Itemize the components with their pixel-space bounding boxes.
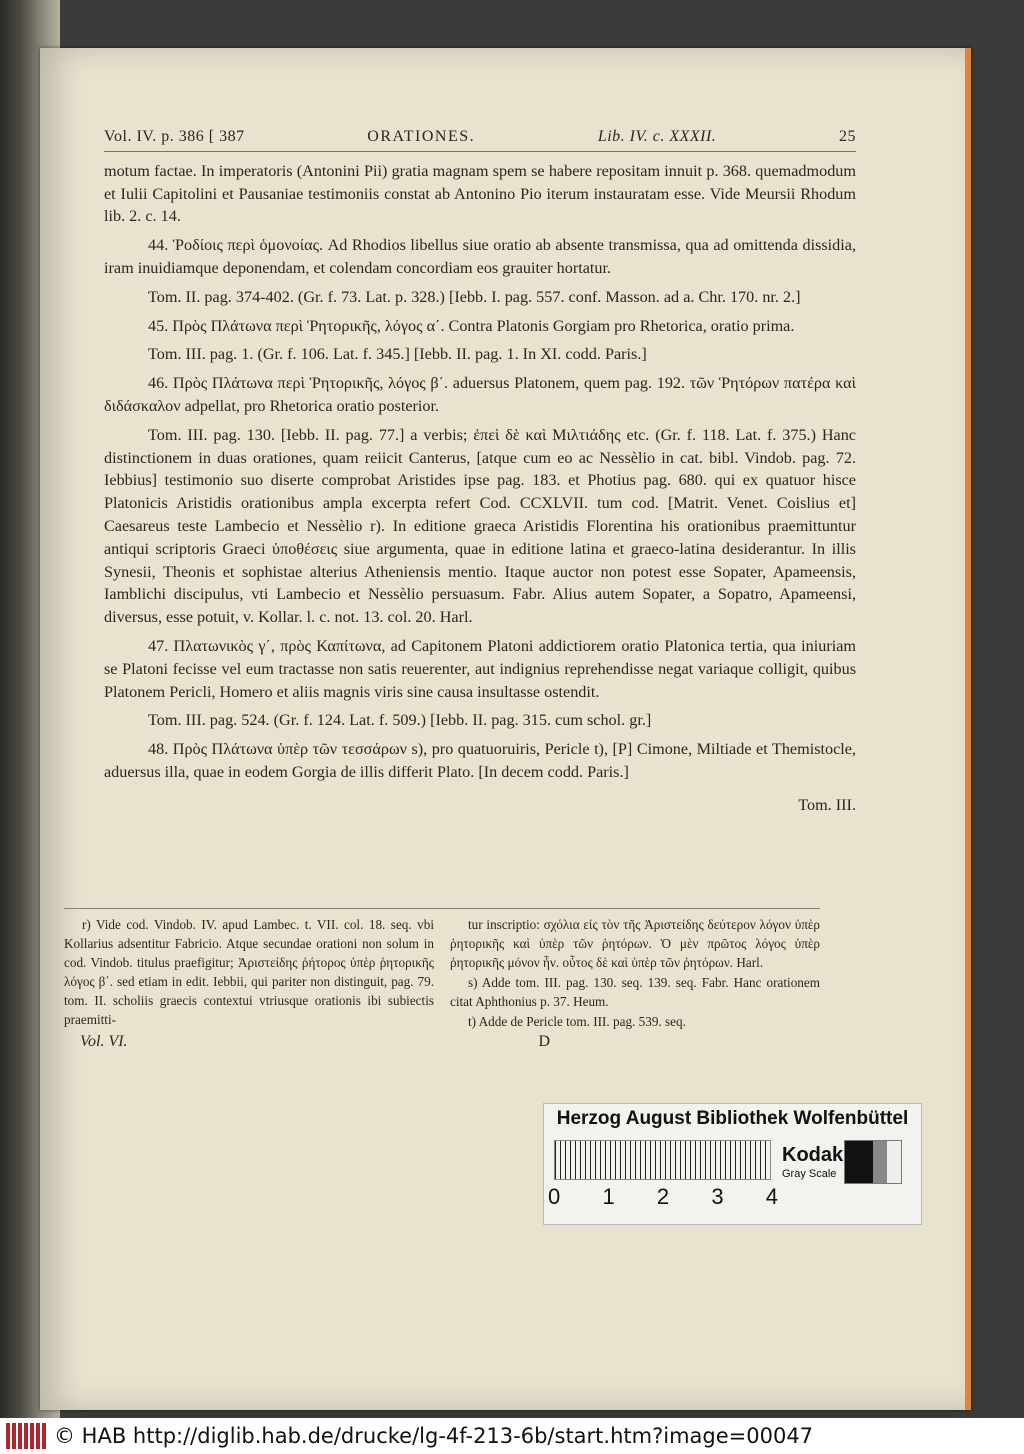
paragraph: 47. Πλατωνικὸς γ΄, πρὸς Καπίτωνα, ad Capitonem Platoni addictiorem oratio Platonica tertia, qua iniuriam se Platoni fecisse vel eum tractasse non satis reuerenter, aut indignius reprehendisse negat variaque colligit, quibus Platonem Pericli, Homero et aliis magnis viris sine causa insultasse ostendit.: [104, 636, 856, 701]
header-volume-ref: Vol. IV. p. 386 [ 387: [104, 128, 245, 145]
paragraph: 44. Ῥοδίοις περὶ ὁμονοίας. Ad Rhodios libellus siue oratio ab absente transmissa, qua ad omittenda dissidia, iram inuidiamque deponendam, et colendam concordiam eos grauiter hortatur.: [104, 236, 856, 277]
paragraph: 46. Πρὸς Πλάτωνα περὶ Ῥητορικῆς, λόγος β΄. aduersus Platonem, quem pag. 192. τῶν Ῥητόρων πατέρα καὶ διδάσκαλον adpellat, pro Rhetorica oratio posterior.: [104, 374, 856, 415]
footnotes: [64, 908, 820, 1032]
footnotes-right-column: [450, 915, 820, 1032]
paragraph: Tom. III. pag. 130. [Iebb. II. pag. 77.] a verbis; ἐπεὶ δὲ καὶ Μιλτιάδης etc. (Gr. f. 118. Lat. f. 375.) Hanc distinctionem in duas orationes, quam reiicit Canterus, [atque cum eo ac Nessèlio in cat. bibl. Vindob. pag. 72. Iebbius] testimonio suo diserte comprobat Aristides ipse pag. 183. et Photius pag. 680. qui ex quatuor hisce Platonicis Aristidis orationibus ampla excerpta refert Cod. CCXLVII. tum cod. [Matrit. Venet. Coislius et] Caesareus teste Lambecio et Nessèlio r). In editione graeca Aristidis Florentina his orationibus praemittuntur antiqui scriptoris Graeci ὑποθέσεις siue argumenta, quae in editione latina et graeco-latina desiderantur. In illis Synesii, Theonis et sophistae alterius Atheniensis mentio. Itaque auctor non potest esse Sopater, Apameensis, Iamblichi discipulus, vti Lambecio et Nessèlio persuasum. Fabr. Alius autem Sopater, a Sopatro, Apameensi, diversus, esse potuit, v. Kollar. l. c. not. 13. col. 20. Harl.: [104, 425, 856, 627]
page-foot: [80, 1033, 780, 1051]
paragraph: 45. Πρὸς Πλάτωνα περὶ Ῥητορικῆς, λόγος α΄. Contra Platonis Gorgiam pro Rhetorica, oratio prima.: [148, 316, 795, 335]
ruler-number: 3: [711, 1184, 724, 1209]
paragraph: Tom. II. pag. 374-402. (Gr. f. 73. Lat. p. 328.) [Iebb. I. pag. 557. conf. Masson. ad a. Chr. 170. nr. 2.]: [148, 287, 801, 306]
credit-bar: [0, 1418, 1024, 1454]
running-header: [104, 126, 856, 152]
paragraph: motum factae. In imperatoris (Antonini Pii) gratia magnam spem se habere repositam innuit p. 368. quemadmodum et Iulii Capitolini et Pausaniae testimoniis constat ab Antonino Pio iterum instauratam esse. Vide Meursii Rhodum lib. 2. c. 14.: [104, 161, 856, 226]
credit-link[interactable]: © HAB http://diglib.hab.de/drucke/lg-4f-213-6b/start.htm?image=00047: [54, 1424, 814, 1448]
footnote: r) Vide cod. Vindob. IV. apud Lambec. t. VII. col. 18. seq. vbi Kollarius adsentitur Fabricio. Atque secundae orationi non solum in cod. Vindob. titulus praefigitur; Ἀριστείδης ῥήτορος ὑπὲρ ῥητορικῆς λόγος β΄. sed etiam in edit. Iebbii, qui pariter non distinguit, pag. 79. tom. II. scholiis graecis contextui vtriusque orationis ibi subiectis praemitti-: [64, 917, 434, 1027]
ruler-numbers: [548, 1184, 778, 1210]
footnotes-left-column: [64, 915, 434, 1032]
paragraph: 48. Πρὸς Πλάτωνα ὑπὲρ τῶν τεσσάρων s), pro quatuoruiris, Pericle t), [P] Cimone, Miltiade et Themistocle, aduersus illa, quae in eodem Gorgia de illis differit Plato. [In decem codd. Paris.]: [104, 740, 856, 781]
header-title: ORATIONES.: [367, 128, 476, 145]
ruler-scale: [554, 1140, 771, 1180]
hab-logo-icon: [6, 1423, 46, 1449]
catchword: Tom. III.: [798, 795, 856, 814]
footnote: tur inscriptio: σχόλια εἰς τὸν τῆς Ἀριστείδης δεύτερον λόγον ὑπὲρ ῥητορικῆς καὶ ὑπὲρ τῶν ῥητόρων. Ὁ μὲν πρῶτος λόγος ὑπὲρ ῥητορικῆς μόνον ἦν. οὗτος δὲ καὶ ὑπὲρ τῶν ῥητόρων. Harl.: [450, 917, 820, 970]
ruler-number: 4: [765, 1184, 778, 1209]
paragraph: Tom. III. pag. 524. (Gr. f. 124. Lat. f. 509.) [Iebb. II. pag. 315. cum schol. gr.]: [148, 711, 652, 730]
page-number: 25: [838, 128, 856, 145]
ruler-number: 1: [602, 1184, 615, 1209]
gray-patch: [844, 1140, 902, 1184]
gray-scale-label: Gray Scale: [782, 1168, 837, 1180]
page-text-block: [104, 126, 856, 817]
color-target-card: [543, 1103, 922, 1225]
footnote: s) Adde tom. III. pag. 130. seq. 139. seq. Fabr. Hanc orationem citat Aphthonius p. 37. Heum.: [450, 975, 820, 1009]
ruler-number: 0: [548, 1184, 561, 1209]
ruler-number: 2: [656, 1184, 670, 1209]
footnote: t) Adde de Pericle tom. III. pag. 539. seq.: [468, 1014, 686, 1029]
library-name: Herzog August Bibliothek Wolfenbüttel: [556, 1108, 909, 1129]
kodak-logo: Kodak: [782, 1144, 844, 1166]
paragraph: Tom. III. pag. 1. (Gr. f. 106. Lat. f. 345.] [Iebb. II. pag. 1. In XI. codd. Paris.]: [148, 345, 647, 364]
signature-mark: D: [538, 1033, 550, 1050]
header-book-chapter: Lib. IV. c. XXXII.: [597, 128, 717, 145]
volume-mark: Vol. VI.: [80, 1033, 128, 1050]
